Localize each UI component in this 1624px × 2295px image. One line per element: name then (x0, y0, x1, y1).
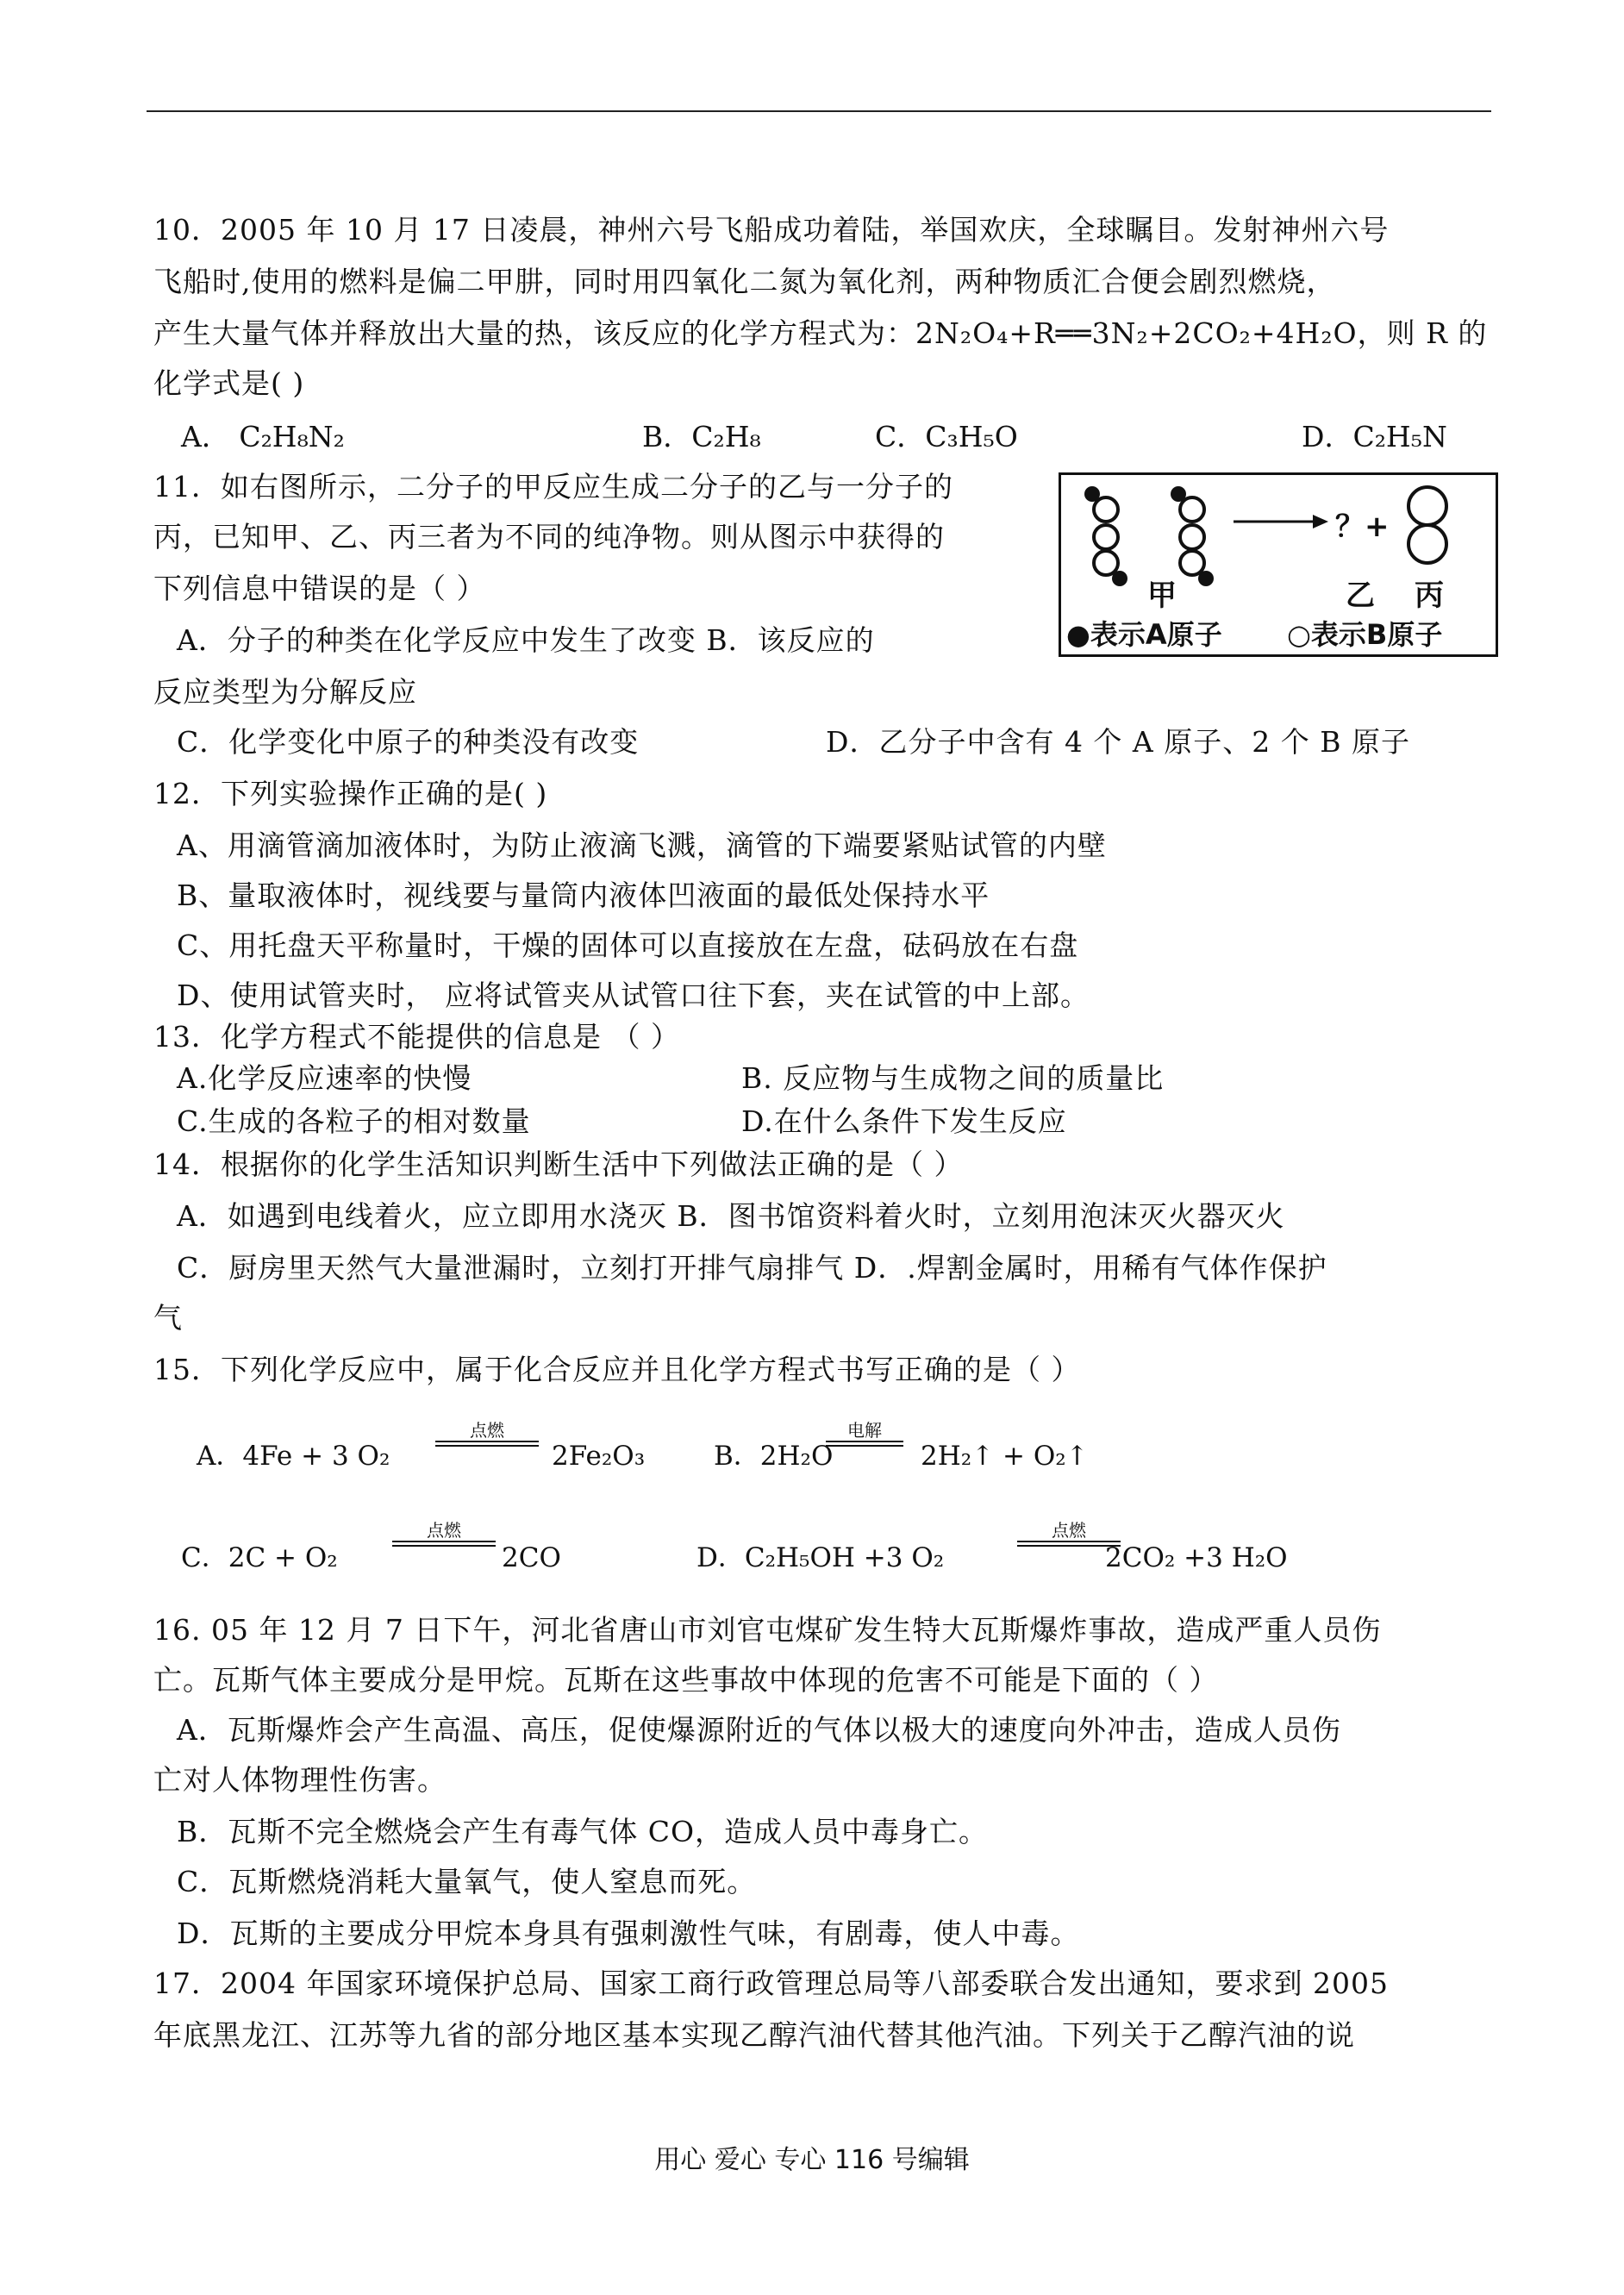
q13-option-c: C.生成的各粒子的相对数量 (177, 1104, 531, 1138)
fig-label-bing: 丙 (1415, 578, 1444, 613)
q15-c-cond: 点燃 (427, 1520, 461, 1541)
q10-option-b: B．C₂H₈ (642, 420, 761, 453)
q15-b-right: 2H₂↑ + O₂↑ (921, 1441, 1089, 1472)
q15-line-1: 15．下列化学反应中，属于化合反应并且化学方程式书写正确的是（ ） (153, 1353, 1081, 1386)
fig-q-mark: ？+ (1335, 510, 1390, 544)
q15-a-arrow (435, 1421, 539, 1447)
q16-option-a-1: A．瓦斯爆炸会产生高温、高压，促使爆源附近的气体以极大的速度向外冲击，造成人员伤 (177, 1713, 1341, 1747)
q12-option-d: D、使用试管夹时， 应将试管夹从试管口往下套，夹在试管的中上部。 (177, 979, 1090, 1012)
q15-d-right: 2CO₂ +3 H₂O (1105, 1542, 1288, 1573)
q13-line-1: 13．化学方程式不能提供的信息是 （ ） (153, 1020, 680, 1054)
fig-legend-b: ○表示B原子 (1287, 618, 1443, 651)
q16-option-d: D．瓦斯的主要成分甲烷本身具有强刺激性气味，有剧毒，使人中毒。 (177, 1917, 1080, 1950)
q10-line-1: 10．2005 年 10 月 17 日凌晨，神州六号飞船成功着陆，举国欢庆，全球瞩目。发射神州六号 (153, 213, 1390, 247)
q10-line-2: 飞船时,使用的燃料是偏二甲肼，同时用四氧化二氮为氧化剂，两种物质汇合便会剧烈燃烧， (153, 265, 1336, 298)
molecule-diagram (1059, 472, 1498, 657)
header-rule (147, 110, 1491, 112)
q13-option-b: B. 反应物与生成物之间的质量比 (741, 1061, 1165, 1095)
q12-option-c: C、用托盘天平称量时，干燥的固体可以直接放在左盘，砝码放在右盘 (177, 929, 1079, 962)
q11-option-d: D．乙分子中含有 4 个 A 原子、2 个 B 原子 (826, 725, 1410, 759)
q15-b-arrow (826, 1421, 903, 1447)
q16-option-c: C．瓦斯燃烧消耗大量氧气，使人窒息而死。 (177, 1865, 757, 1898)
q15-a-left: A．4Fe + 3 O₂ (197, 1441, 390, 1472)
q16-line-2: 亡。瓦斯气体主要成分是甲烷。瓦斯在这些事故中体现的危害不可能是下面的（ ） (153, 1663, 1219, 1697)
q12-line-1: 12．下列实验操作正确的是( ) (153, 777, 548, 810)
q10-line-4: 化学式是( ) (153, 366, 305, 400)
q11-line-2: 丙，已知甲、乙、丙三者为不同的纯净物。则从图示中获得的 (153, 520, 945, 553)
fig-label-yi: 乙 (1346, 578, 1375, 613)
q15-a-cond: 点燃 (470, 1420, 504, 1441)
fig-legend-a: ●表示A原子 (1066, 618, 1222, 651)
q10-line-3: 产生大量气体并释放出大量的热，该反应的化学方程式为：2N₂O₄+R══3N₂+2CO₂+4H₂O，则 R 的 (153, 316, 1488, 350)
q14-options-cd: C．厨房里天然气大量泄漏时，立刻打开排气扇排气 D．.焊割金属时，用稀有气体作保护 (177, 1251, 1327, 1285)
q15-c-left: C．2C + O₂ (181, 1542, 338, 1573)
q15-d-cond: 点燃 (1052, 1520, 1086, 1541)
q15-b-cond: 电解 (847, 1420, 882, 1441)
page-footer: 用心 爱心 专心 116 号编辑 (654, 2145, 970, 2175)
q14-continuation: 气 (153, 1301, 183, 1335)
q15-a-right: 2Fe₂O₃ (552, 1441, 646, 1472)
q11-line-3: 下列信息中错误的是（ ） (153, 572, 486, 605)
q15-c-arrow (392, 1521, 496, 1547)
q11-line-1: 11．如右图所示，二分子的甲反应生成二分子的乙与一分子的 (153, 470, 953, 503)
q17-line-1: 17．2004 年国家环境保护总局、国家工商行政管理总局等八部委联合发出通知，要求到 2005 (153, 1967, 1389, 2000)
q16-line-1: 16. 05 年 12 月 7 日下午，河北省唐山市刘官屯煤矿发生特大瓦斯爆炸事故，造成严重人员伤 (153, 1613, 1382, 1647)
q12-option-b: B、量取液体时，视线要与量筒内液体凹液面的最低处保持水平 (177, 879, 990, 912)
q16-option-b: B．瓦斯不完全燃烧会产生有毒气体 CO，造成人员中毒身亡。 (177, 1815, 989, 1848)
q13-option-d: D.在什么条件下发生反应 (741, 1104, 1067, 1138)
q15-b-left: B．2H₂O (714, 1441, 834, 1472)
q14-options-ab: A．如遇到电线着火，应立即用水浇灭 B．图书馆资料着火时，立刻用泡沫灭火器灭火 (177, 1199, 1285, 1233)
q10-option-a: A． C₂H₈N₂ (181, 420, 345, 453)
q11-line-5: 反应类型为分解反应 (153, 675, 417, 709)
q11-option-c: C．化学变化中原子的种类没有改变 (177, 725, 640, 759)
q10-option-c: C．C₃H₅O (875, 420, 1018, 453)
q10-option-d: D．C₂H₅N (1302, 420, 1447, 453)
q12-option-a: A、用滴管滴加液体时，为防止液滴飞溅，滴管的下端要紧贴试管的内壁 (177, 829, 1107, 862)
q16-option-a-2: 亡对人体物理性伤害。 (153, 1763, 447, 1797)
q11-line-4: A．分子的种类在化学反应中发生了改变 B．该反应的 (177, 623, 875, 657)
q15-d-left: D．C₂H₅OH +3 O₂ (696, 1542, 945, 1573)
q17-line-2: 年底黑龙江、江苏等九省的部分地区基本实现乙醇汽油代替其他汽油。下列关于乙醇汽油的说 (153, 2018, 1355, 2052)
fig-label-jia: 甲 (1147, 578, 1177, 613)
q14-line-1: 14．根据你的化学生活知识判断生活中下列做法正确的是（ ） (153, 1148, 964, 1181)
q13-option-a: A.化学反应速率的快慢 (177, 1061, 472, 1095)
q15-c-right: 2CO (502, 1542, 561, 1573)
